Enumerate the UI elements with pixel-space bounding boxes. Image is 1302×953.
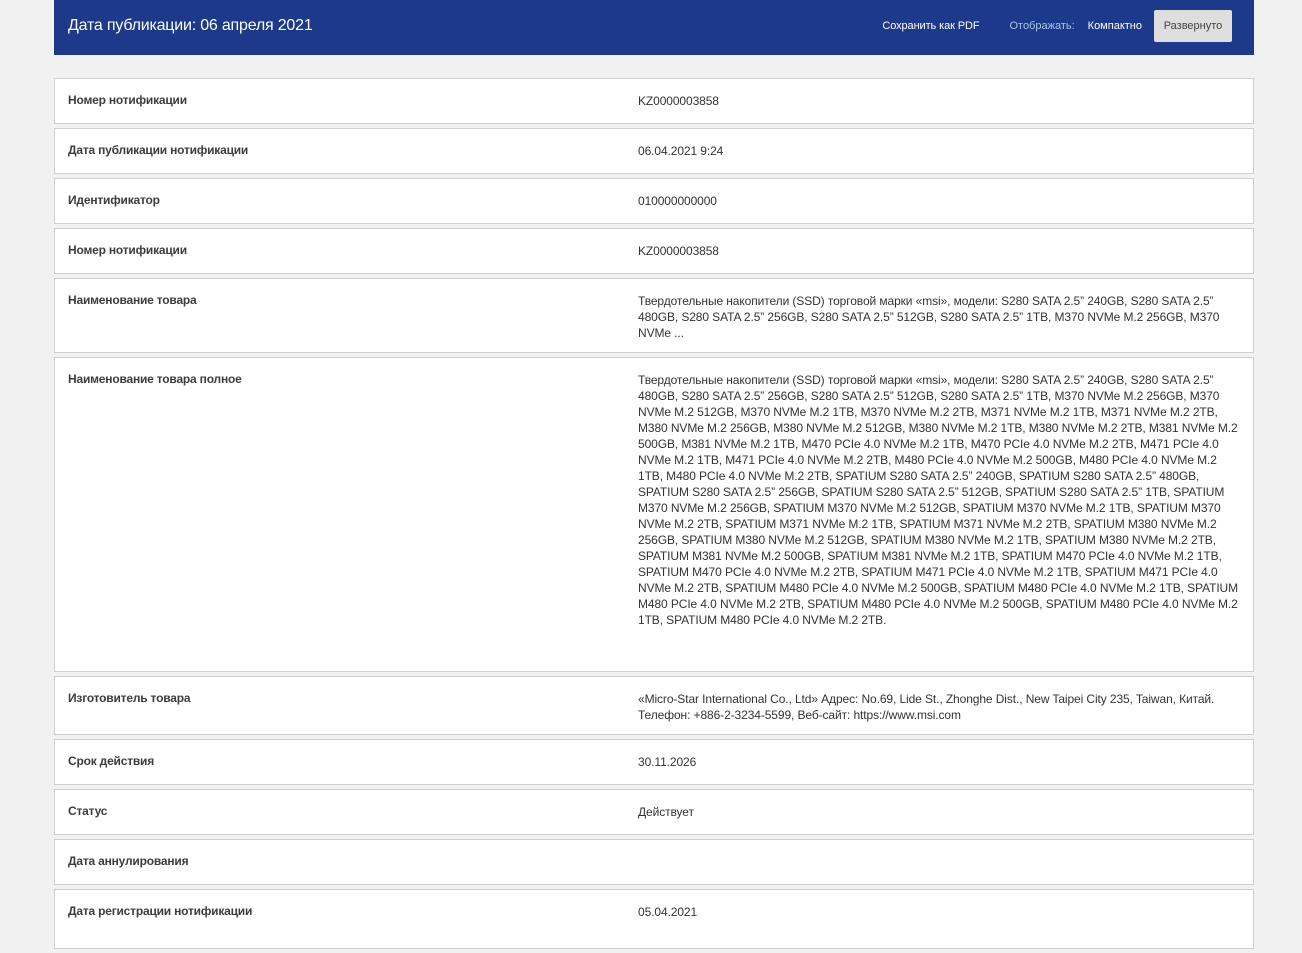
row-label: Срок действия <box>68 754 155 768</box>
display-mode-label: Отображать: <box>1009 20 1075 32</box>
publication-date-title: Дата публикации: 06 апреля 2021 <box>68 17 313 34</box>
row-validity-period <box>54 739 1254 785</box>
row-label: Статус <box>68 804 108 818</box>
row-value: 30.11.2026 <box>638 755 697 769</box>
row-notification-publication-date <box>54 128 1254 174</box>
row-label: Идентификатор <box>68 193 160 207</box>
row-label: Дата аннулирования <box>68 854 189 868</box>
row-label: Наименование товара <box>68 293 197 307</box>
row-value: «Micro-Star International Co., Ltd» Адрес: No.69, Lide St., Zhonghe Dist., New Taipei City 235, Taiwan, Китай. Телефон: +886-2-3234-5599, Веб-сайт: https://www.msi.com <box>638 692 1215 722</box>
notification-details <box>54 78 1254 953</box>
status-value: Действует <box>638 805 694 819</box>
header-actions <box>882 10 1232 42</box>
row-value: 06.04.2021 9:24 <box>638 144 724 158</box>
row-value: Твердотельные накопители (SSD) торговой марки «msi», модели: S280 SATA 2.5” 240GB, S280 SATA 2.5” 480GB, S280 SATA 2.5” 256GB, S280 SATA 2.5” 512GB, S280 SATA 2.5” 1TB, M370 NVMe M.2 256GB, M370 NVMe ... <box>638 294 1220 340</box>
expanded-view-button[interactable]: Развернуто <box>1154 10 1232 42</box>
row-label: Дата публикации нотификации <box>68 143 249 157</box>
row-label: Номер нотификации <box>68 93 187 107</box>
row-cancellation-date <box>54 839 1254 885</box>
row-notification-number <box>54 78 1254 124</box>
row-notification-number-2 <box>54 228 1254 274</box>
row-label: Наименование товара полное <box>68 372 242 386</box>
row-value: KZ0000003858 <box>638 94 719 108</box>
row-identifier <box>54 178 1254 224</box>
row-label: Изготовитель товара <box>68 691 191 705</box>
row-status <box>54 789 1254 835</box>
save-pdf-link[interactable]: Сохранить как PDF <box>882 20 980 32</box>
row-product-name-full <box>54 357 1254 672</box>
row-value: KZ0000003858 <box>638 244 719 258</box>
compact-view-button[interactable]: Компактно <box>1087 20 1142 32</box>
row-value: 010000000000 <box>638 194 717 208</box>
row-value: Твердотельные накопители (SSD) торговой марки «msi», модели: S280 SATA 2.5” 240GB, S280 SATA 2.5” 480GB, S280 SATA 2.5” 256GB, S280 SATA 2.5” 512GB, S280 SATA 2.5” 1TB, M370 NVMe M.2 256GB, M370 NVMe M.2 512GB, M370 NVMe M.2 1TB, M370 NVMe M.2 2TB, M371 NVMe M.2 1TB, M371 NVMe M.2 2TB, M380 NVMe M.2 256GB, M380 NVMe M.2 512GB, M380 NVMe M.2 1TB, M380 NVMe M.2 2TB, M381 NVMe M.2 500GB, M381 NVMe M.2 1TB, M470 PCIe 4.0 NVMe M.2 1TB, M470 PCIe 4.0 NVMe M.2 2TB, M471 PCIe 4.0 NVMe M.2 1TB, M471 PCIe 4.0 NVMe M.2 2TB, M480 PCIe 4.0 NVMe M.2 500GB, M480 PCIe 4.0 NVMe M.2 1TB, M480 PCIe 4.0 NVMe M.2 2TB, SPATIUM S280 SATA 2.5” 240GB, SPATIUM S280 SATA 2.5” 480GB, SPATIUM S280 SATA 2.5” 256GB, SPATIUM S280 SATA 2.5” 512GB, SPATIUM S280 SATA 2.5” 1TB, SPATIUM M370 NVMe M.2 256GB, SPATIUM M370 NVMe M.2 512GB, SPATIUM M370 NVMe M.2 1TB, SPATIUM M370 NVMe M.2 2TB, SPATIUM M371 NVMe M.2 1TB, SPATIUM M371 NVMe M.2 2TB, SPATIUM M380 NVMe M.2 256GB, SPATIUM M380 NVMe M.2 512GB, SPATIUM M380 NVMe M.2 1TB, SPATIUM M380 NVMe M.2 2TB, SPATIUM M381 NVMe M.2 500GB, SPATIUM M381 NVMe M.2 1TB, SPATIUM M470 PCIe 4.0 NVMe M.2 1TB, SPATIUM M470 PCIe 4.0 NVMe M.2 2TB, SPATIUM M471 PCIe 4.0 NVMe M.2 1TB, SPATIUM M471 PCIe 4.0 NVMe M.2 2TB, SPATIUM M480 PCIe 4.0 NVMe M.2 500GB, SPATIUM M480 PCIe 4.0 NVMe M.2 1TB, SPATIUM M480 PCIe 4.0 NVMe M.2 2TB, SPATIUM M480 PCIe 4.0 NVMe M.2 500GB, SPATIUM M480 PCIe 4.0 NVMe M.2 1TB, SPATIUM M480 PCIe 4.0 NVMe M.2 2TB. <box>638 373 1239 627</box>
row-registration-date <box>54 889 1254 949</box>
row-label: Дата регистрации нотификации <box>68 904 253 918</box>
page-header <box>54 0 1254 55</box>
row-product-name <box>54 278 1254 353</box>
row-manufacturer <box>54 676 1254 735</box>
row-value: 05.04.2021 <box>638 905 698 919</box>
row-label: Номер нотификации <box>68 243 187 257</box>
